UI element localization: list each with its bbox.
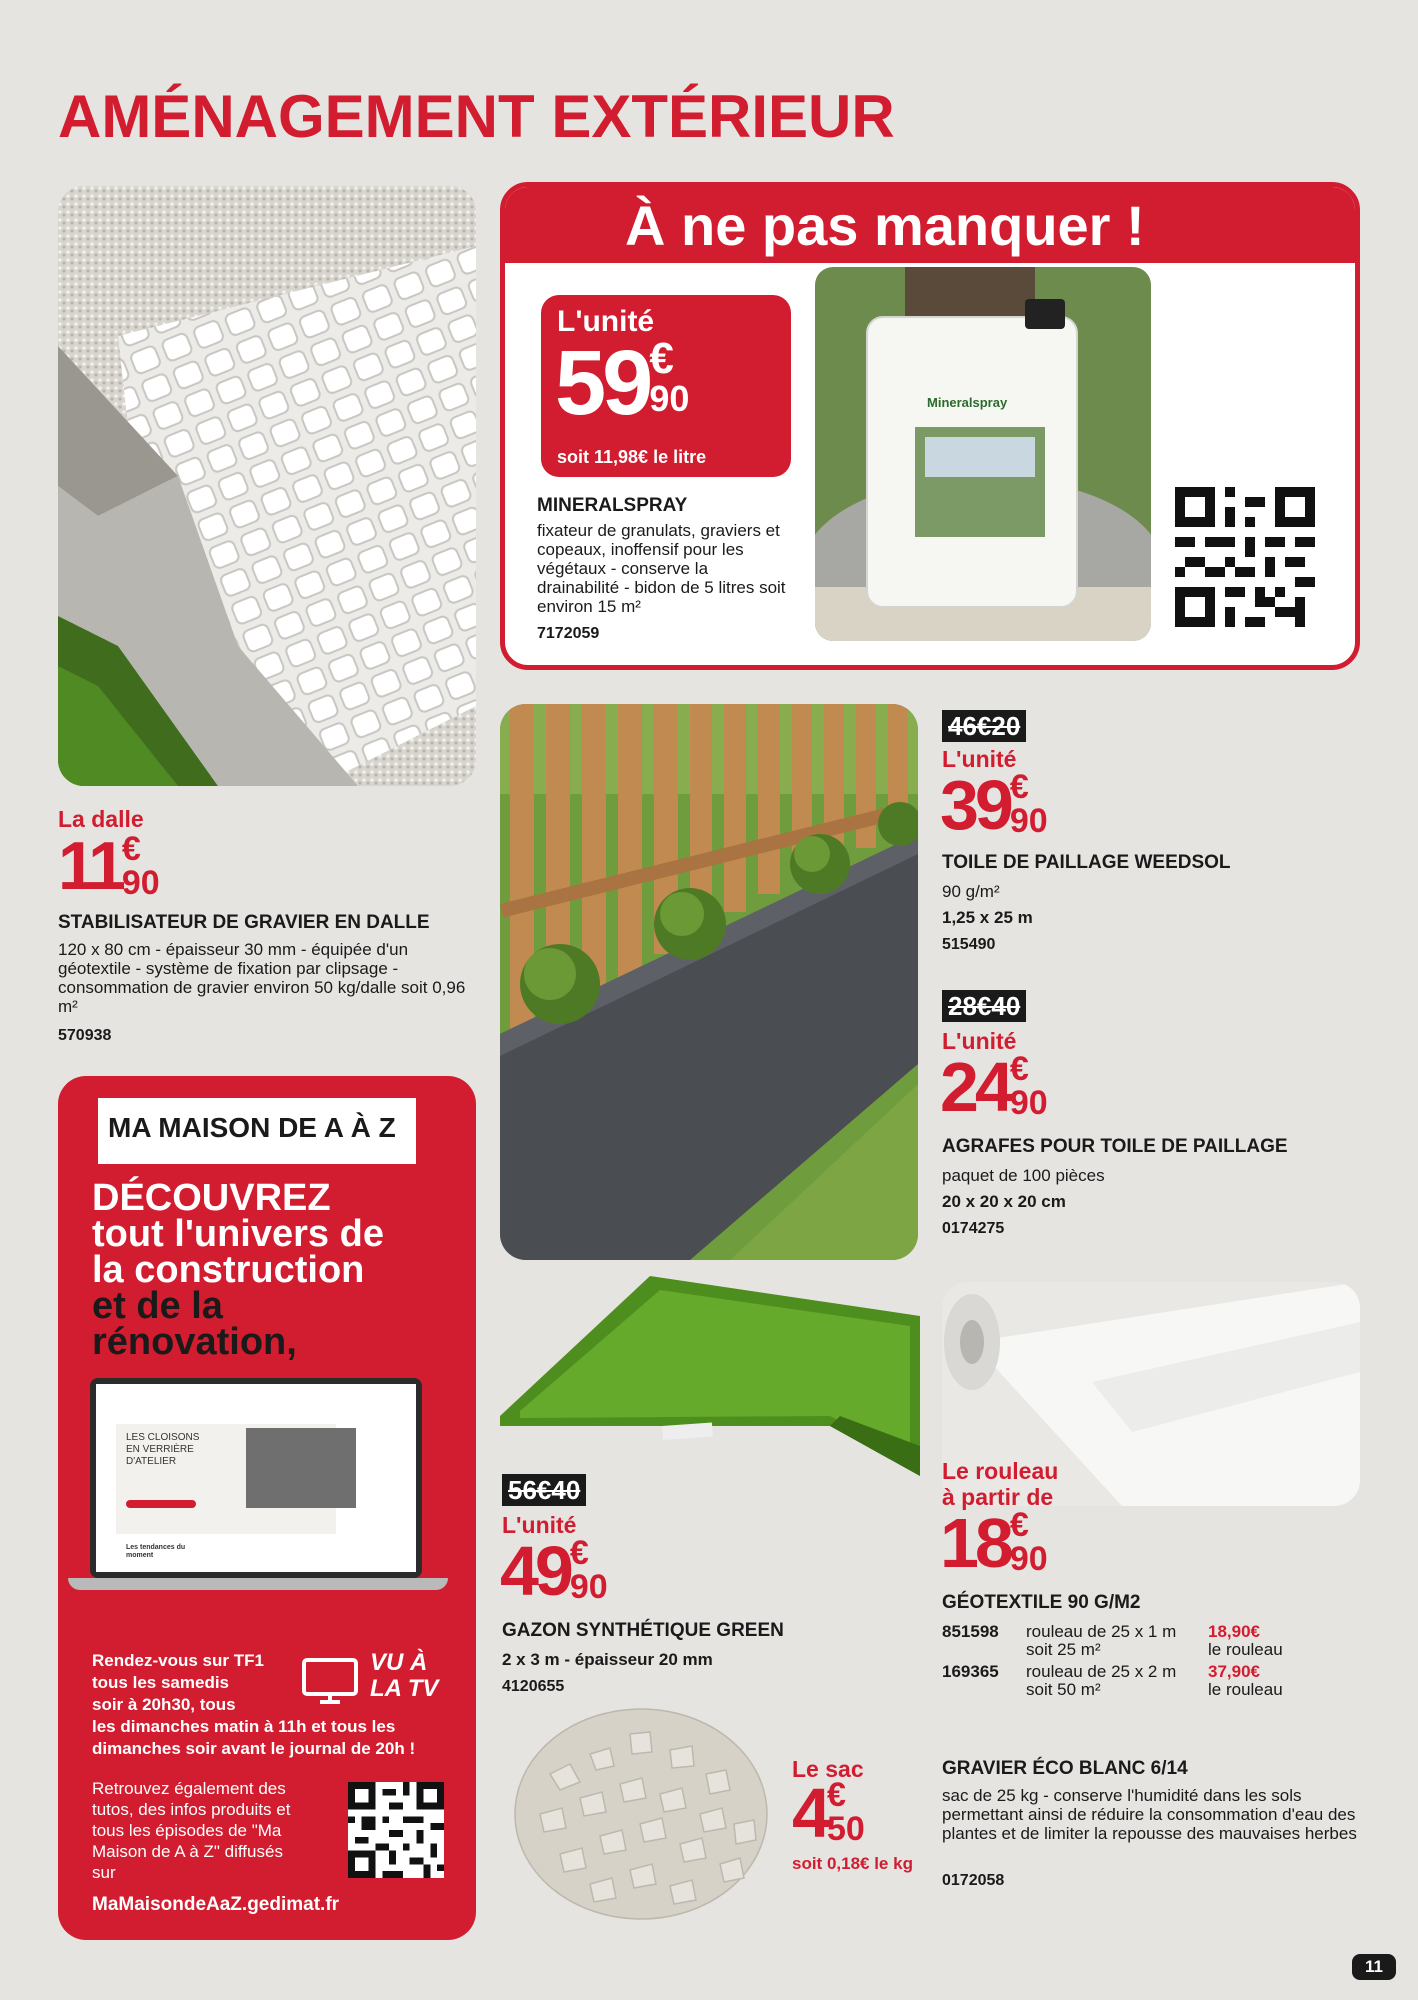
toile-price-currency: € (1009, 768, 1029, 806)
stab-name: STABILISATEUR DE GRAVIER EN DALLE (58, 912, 430, 933)
promo-box (500, 182, 1360, 670)
agrafes-price-dec: 90 (1009, 1084, 1048, 1122)
headline-line-4: et de la (92, 1285, 223, 1327)
stab-ref: 570938 (58, 1027, 112, 1044)
toile-ref: 515490 (942, 936, 996, 953)
mamaison-logo (98, 1098, 416, 1164)
geo-price-currency: € (1009, 1506, 1029, 1544)
gazon-spec1: 2 x 3 m - épaisseur 20 mm (502, 1650, 713, 1669)
stabilisateur-photo (58, 186, 476, 786)
headline-line-2: tout l'univers de (92, 1213, 384, 1255)
toile-name: TOILE DE PAILLAGE WEEDSOL (942, 852, 1231, 873)
toile-spec2: 1,25 x 25 m (942, 908, 1033, 927)
geo-row-desc2: soit 25 m² (1026, 1640, 1101, 1659)
toile-old-price: 46€20 (942, 710, 1026, 742)
screen-photo (246, 1428, 356, 1508)
mineralspray-brand: Mineralspray (927, 395, 1008, 410)
laptop-base (68, 1578, 448, 1590)
headline-line-5: rénovation, (92, 1321, 297, 1363)
promo-banner: À ne pas manquer ! (625, 194, 1145, 257)
gravier-price-dec: 50 (826, 1810, 865, 1848)
tv-line-2: tous les samedis (92, 1673, 230, 1692)
geo-row-ref: 851598 (942, 1622, 999, 1641)
tv-line-3: soir à 20h30, tous (92, 1695, 236, 1714)
gazon-photo (500, 1276, 920, 1476)
promo-price-dec: 90 (649, 378, 690, 419)
geo-row-price2: le rouleau (1208, 1640, 1283, 1659)
gazon-price-int: 49 (500, 1532, 570, 1610)
gravier-per-kg: soit 0,18€ le kg (792, 1854, 913, 1873)
agrafes-spec1: paquet de 100 pièces (942, 1166, 1105, 1185)
gravier-unit-label: Le sac (792, 1756, 864, 1782)
toile-price-int: 39 (940, 766, 1010, 844)
agrafes-old-price: 28€40 (942, 990, 1026, 1022)
page-title: AMÉNAGEMENT EXTÉRIEUR (58, 83, 895, 150)
gazon-old-price: 56€40 (502, 1474, 586, 1506)
gazon-ref: 4120655 (502, 1678, 565, 1695)
promo-name: MINERALSPRAY (537, 495, 688, 516)
screen-trends: Les tendances du moment (126, 1544, 186, 1559)
tv-line-1: Rendez-vous sur TF1 (92, 1651, 264, 1670)
geo-table (942, 1622, 1362, 1702)
gazon-price (500, 1532, 608, 1610)
table-row (942, 1662, 1362, 1702)
toile-spec1: 90 g/m² (942, 882, 1000, 901)
geo-row-desc2: soit 50 m² (1026, 1680, 1101, 1699)
agrafes-unit-label: L'unité (942, 1028, 1017, 1054)
geo-row-price1: 37,90€ (1208, 1662, 1260, 1681)
gravier-price-int: 4 (792, 1774, 827, 1852)
table-row (942, 1622, 1362, 1662)
geo-row-ref: 169365 (942, 1662, 999, 1681)
gravier-description: sac de 25 kg - conserve l'humidité dans les sols permettant ainsi de réduire la consommation d'eau des plantes et de limiter la repousse des mauvaises herbes (942, 1786, 1357, 1843)
geo-price (940, 1504, 1048, 1582)
promo-price (555, 332, 690, 434)
geo-row-desc1: rouleau de 25 x 2 m (1026, 1662, 1177, 1681)
promo-price-int: 59 (555, 332, 650, 434)
geo-row-desc1: rouleau de 25 x 1 m (1026, 1622, 1177, 1641)
promo-unit-label: L'unité (557, 305, 655, 338)
screen-title-3: D'ATELIER (126, 1456, 177, 1467)
mineralspray-photo (815, 267, 1151, 641)
geo-price-int: 18 (940, 1504, 1010, 1582)
laptop-screen (90, 1378, 422, 1578)
stab-price-int: 11 (58, 828, 122, 904)
geo-price-dec: 90 (1009, 1540, 1048, 1578)
stab-price-currency: € (121, 830, 141, 868)
promo-ref: 7172059 (537, 625, 600, 642)
promo-qr-code (1175, 487, 1315, 627)
mamaison-qr-code (348, 1782, 444, 1878)
gazon-price-dec: 90 (569, 1568, 608, 1606)
mamaison-headline (92, 1177, 384, 1363)
mamaison-url[interactable]: MaMaisondeAaZ.gedimat.fr (92, 1894, 340, 1915)
laptop-screen-content (96, 1384, 416, 1572)
promo-per-liter: soit 11,98€ le litre (557, 447, 707, 467)
vu-line-1: VU À (370, 1649, 428, 1676)
stab-unit-label: La dalle (58, 806, 144, 832)
promo-description: fixateur de granulats, graviers et copeaux, inoffensif pour les végétaux - conserve la drainabilité - bidon de 5 litres soit environ 15 m² (537, 521, 786, 616)
mamaison-panel (58, 1076, 476, 1940)
geo-name: GÉOTEXTILE 90 G/M2 (942, 1592, 1141, 1613)
vu-line-2: LA TV (370, 1675, 439, 1702)
headline-line-3: la construction (92, 1249, 365, 1291)
promo-price-currency: € (649, 334, 674, 383)
tv-line-5: dimanches soir avant le journal de 20h ! (92, 1739, 416, 1758)
agrafes-ref: 0174275 (942, 1220, 1005, 1237)
toile-price (940, 766, 1048, 844)
vu-a-la-tv (370, 1650, 438, 1702)
screen-title-1: LES CLOISONS (126, 1432, 200, 1443)
stab-price-dec: 90 (121, 864, 160, 902)
tv-icon (300, 1656, 360, 1706)
agrafes-price (940, 1048, 1048, 1126)
gravier-name: GRAVIER ÉCO BLANC 6/14 (942, 1758, 1188, 1779)
agrafes-name: AGRAFES POUR TOILE DE PAILLAGE (942, 1136, 1288, 1157)
stab-description: 120 x 80 cm - épaisseur 30 mm - équipée d'un géotextile - système de fixation par clipsage - consommation de gravier environ 50 kg/dalle soit 0,96 m² (58, 940, 466, 1016)
stab-price (58, 828, 160, 904)
page-number (1352, 1954, 1396, 1980)
agrafes-price-currency: € (1009, 1050, 1029, 1088)
toile-price-dec: 90 (1009, 802, 1048, 840)
geo-unit-label-1: Le rouleau (942, 1458, 1059, 1484)
agrafes-spec2: 20 x 20 x 20 cm (942, 1192, 1066, 1211)
gravier-ref: 0172058 (942, 1872, 1005, 1889)
gazon-price-currency: € (569, 1534, 589, 1572)
toile-paillage-photo (500, 704, 918, 1260)
geo-row-price1: 18,90€ (1208, 1622, 1260, 1641)
gravier-price (792, 1774, 865, 1852)
geo-unit-label-2: à partir de (942, 1484, 1054, 1510)
gravier-photo (510, 1694, 772, 1924)
tv-text (92, 1650, 415, 1760)
gazon-unit-label: L'unité (502, 1512, 577, 1538)
headline-line-1: DÉCOUVREZ (92, 1177, 331, 1219)
screen-title-2: EN VERRIÈRE (126, 1444, 194, 1455)
page-number-text: 11 (1365, 1957, 1383, 1976)
geo-row-price2: le rouleau (1208, 1680, 1283, 1699)
tv-line-4: les dimanches matin à 11h et tous les (92, 1717, 396, 1736)
agrafes-price-int: 24 (940, 1048, 1010, 1126)
toile-unit-label: L'unité (942, 746, 1017, 772)
gazon-name: GAZON SYNTHÉTIQUE GREEN (502, 1620, 784, 1641)
retrouvez-text: Retrouvez également des tutos, des infos produits et tous les épisodes de "Ma Maison de A à Z" diffusés sur (92, 1779, 291, 1882)
laptop-image (68, 1378, 448, 1598)
gravier-price-currency: € (826, 1776, 846, 1814)
screen-cta (126, 1500, 196, 1508)
mamaison-logo-text: MA MAISON DE A À Z (108, 1112, 396, 1143)
